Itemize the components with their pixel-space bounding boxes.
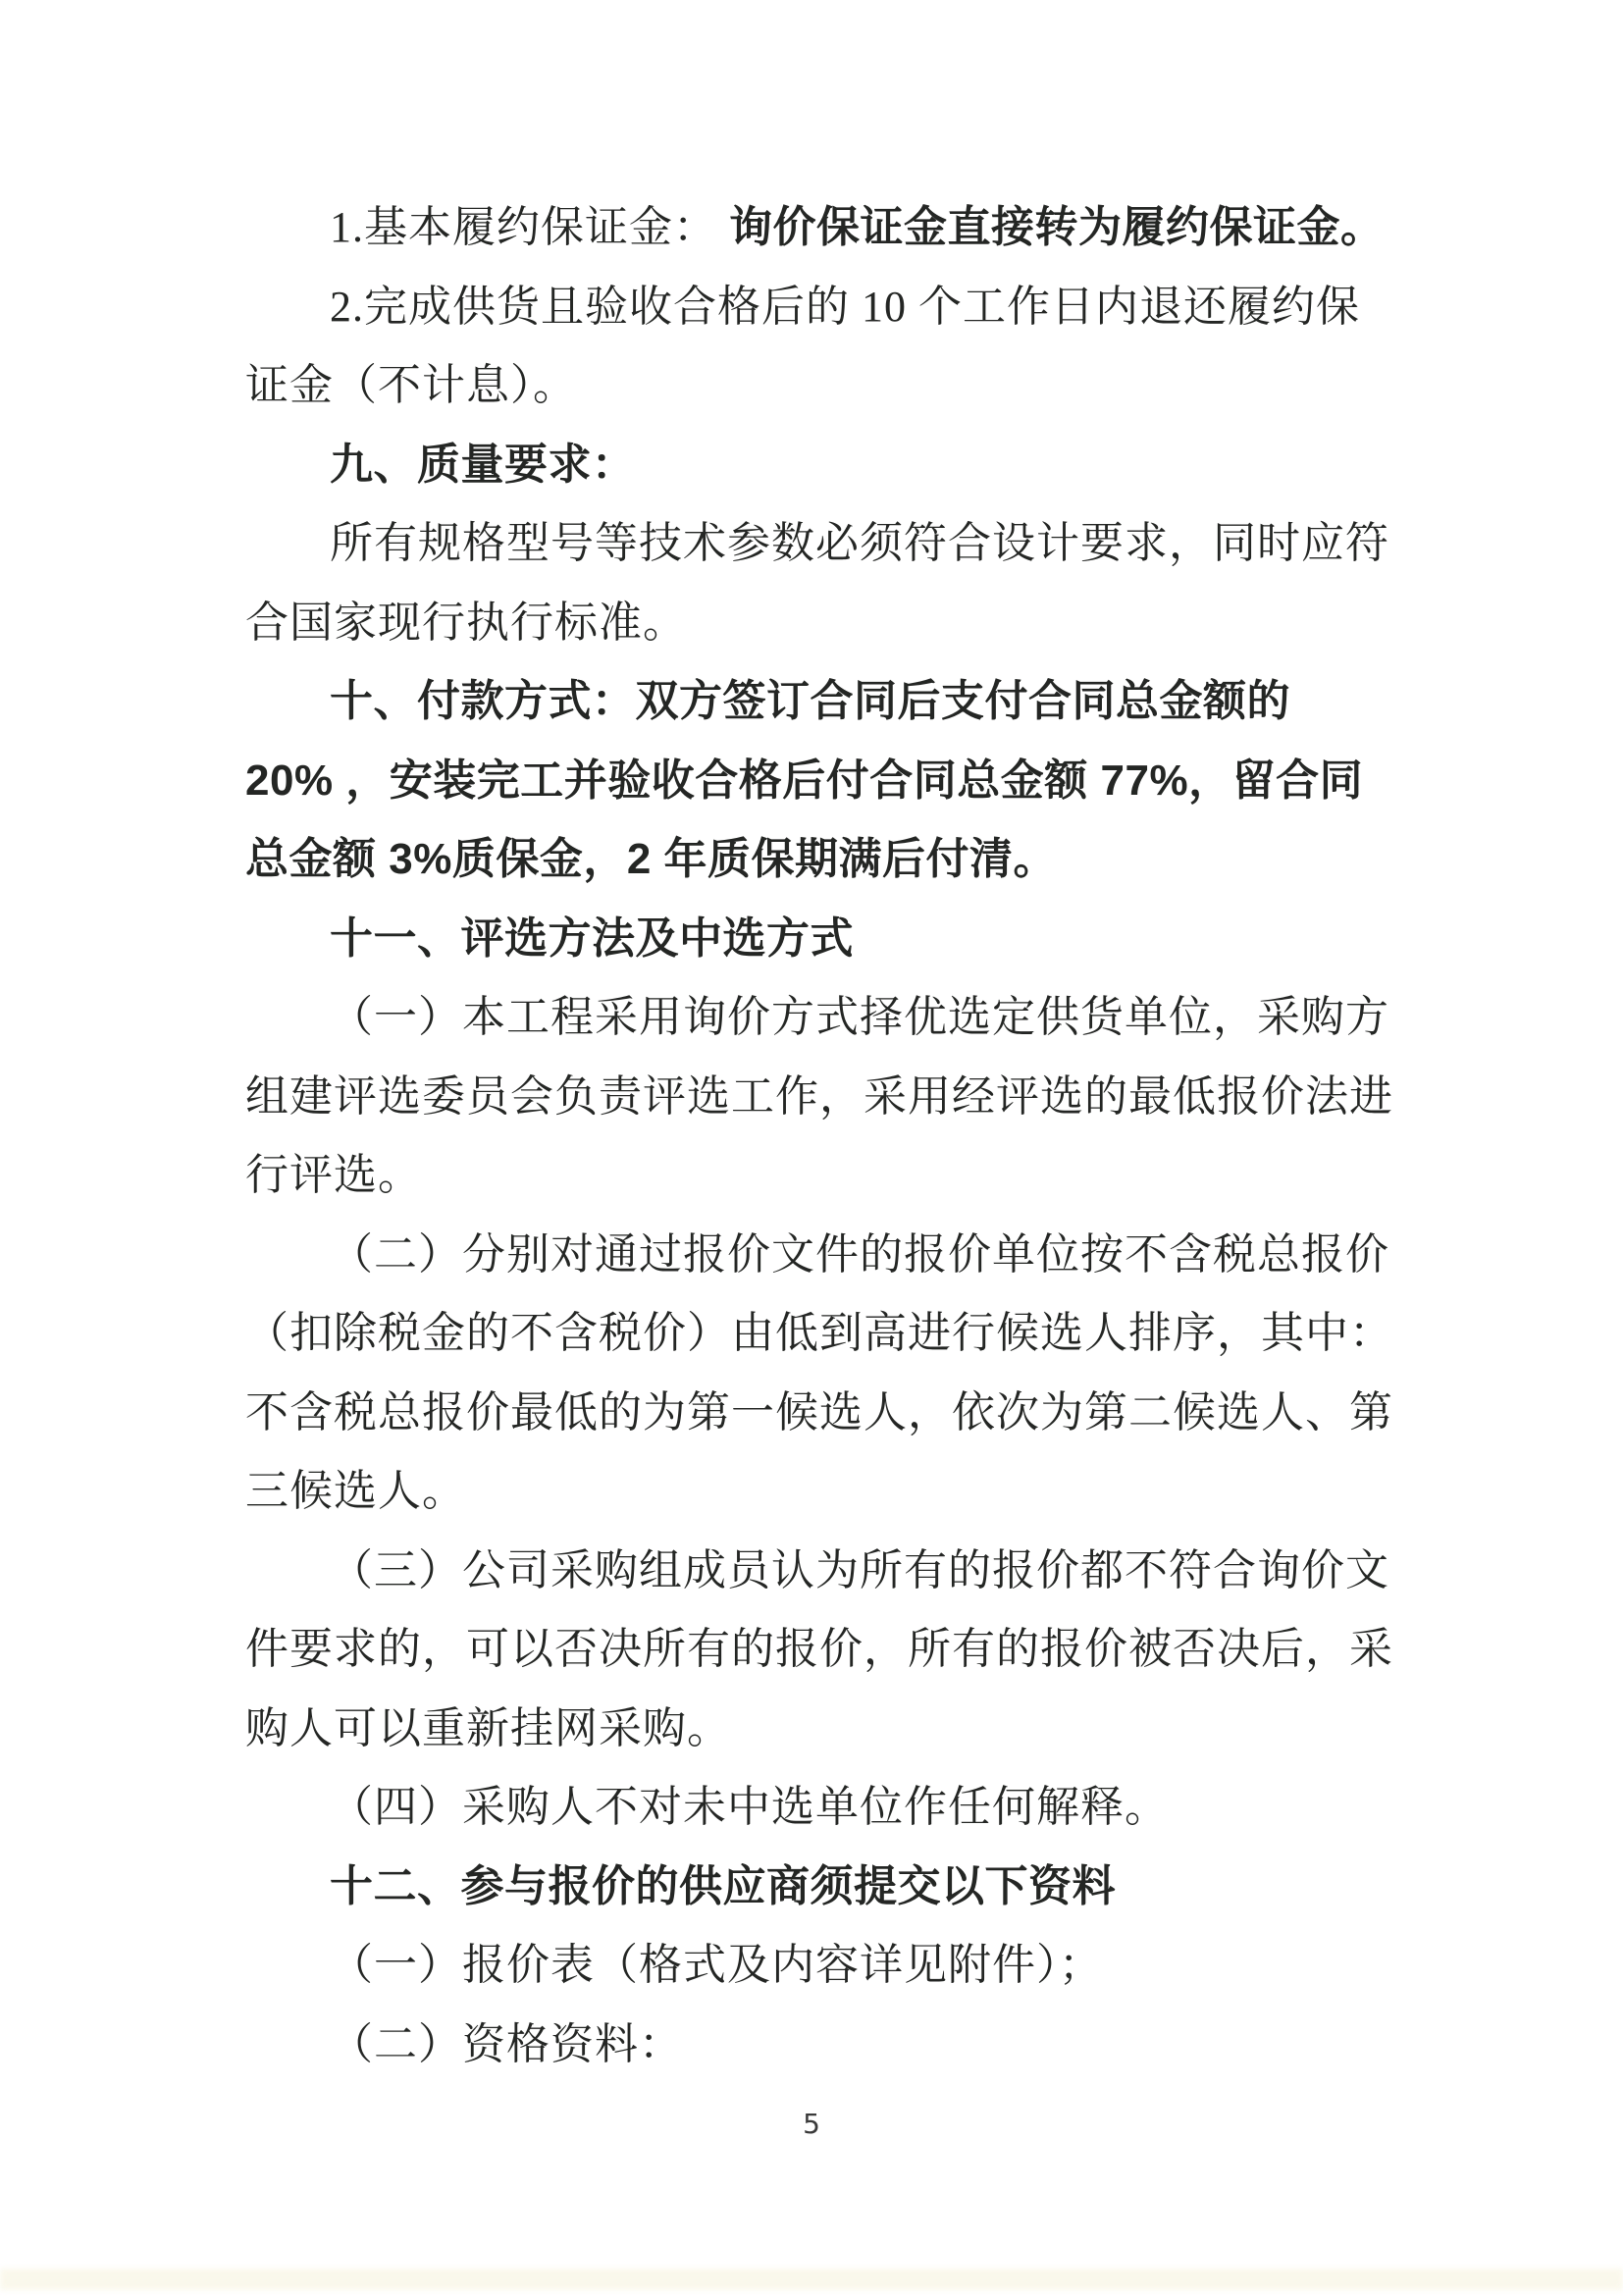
text-segment: （扣除税金的不含税价）由低到高进行候选人排序，其中： — [245, 1309, 1393, 1357]
text-line — [330, 441, 1423, 489]
text-segment: （三）公司采购组成员认为所有的报价都不符合询价文 — [330, 1546, 1389, 1594]
text-segment: 所有规格型号等技术参数必须符合设计要求，同时应符 — [330, 519, 1389, 567]
text-segment: （一）报价表（格式及内容详见附件）； — [330, 1941, 1103, 1989]
text-line — [330, 677, 1423, 725]
text-line — [245, 1072, 1423, 1121]
text-line — [245, 835, 1423, 883]
text-line — [245, 1151, 1423, 1199]
text-line — [330, 2020, 1423, 2068]
text-line — [330, 1941, 1423, 1989]
text-segment: （二）分别对通过报价文件的报价单位按不含税总报价 — [330, 1230, 1389, 1278]
text-segment: 证金（不计息）。 — [245, 361, 577, 409]
bold-text-segment: 十二、参与报价的供应商须提交以下资料 — [330, 1862, 1116, 1910]
text-line — [330, 519, 1423, 567]
text-line — [330, 1783, 1423, 1831]
text-line — [245, 1704, 1423, 1752]
text-line — [330, 1862, 1423, 1910]
bold-text-segment: 十、付款方式：双方签订合同后支付合同总金额的 — [330, 677, 1290, 725]
text-segment: 件要求的，可以否决所有的报价，所有的报价被否决后，采 — [245, 1625, 1393, 1673]
text-line — [245, 1309, 1423, 1357]
text-segment: 2.完成供货且验收合格后的 10 个工作日内退还履约保 — [330, 283, 1360, 331]
text-segment: （二）资格资料： — [330, 2020, 683, 2068]
text-line — [245, 361, 1423, 409]
bold-text-segment: 20% ，安装完工并验收合格后付合同总金额 77%，留合同 — [245, 757, 1364, 805]
scan-edge-artifact — [0, 2269, 1623, 2290]
text-segment: （四）采购人不对未中选单位作任何解释。 — [330, 1783, 1169, 1831]
text-line — [330, 203, 1423, 251]
text-line — [330, 283, 1423, 331]
text-segment: 组建评选委员会负责评选工作，采用经评选的最低报价法进 — [245, 1072, 1393, 1121]
text-line — [330, 1546, 1423, 1594]
bold-text-segment: 十一、评选方法及中选方式 — [330, 914, 854, 963]
text-segment: 三候选人。 — [245, 1467, 466, 1515]
bold-text-segment: 询价保证金直接转为履约保证金。 — [729, 203, 1385, 251]
text-line — [245, 1467, 1423, 1515]
text-line — [330, 993, 1423, 1041]
text-line — [245, 599, 1423, 647]
text-line — [330, 1230, 1423, 1278]
bold-text-segment: 九、质量要求： — [330, 441, 636, 489]
text-line — [245, 757, 1423, 805]
text-line — [245, 1388, 1423, 1436]
text-segment: 购人可以重新挂网采购。 — [245, 1704, 731, 1752]
text-line — [330, 914, 1423, 963]
text-segment: 1.基本履约保证金： — [330, 203, 729, 251]
text-segment: （一）本工程采用询价方式择优选定供货单位，采购方 — [330, 993, 1389, 1041]
page-number: 5 — [803, 2108, 820, 2140]
text-segment: 合国家现行执行标准。 — [245, 599, 687, 647]
text-line — [245, 1625, 1423, 1673]
text-segment: 不含税总报价最低的为第一候选人，依次为第二候选人、第 — [245, 1388, 1393, 1436]
text-segment: 行评选。 — [245, 1151, 422, 1199]
bold-text-segment: 总金额 3%质保金，2 年质保期满后付清。 — [245, 835, 1058, 883]
